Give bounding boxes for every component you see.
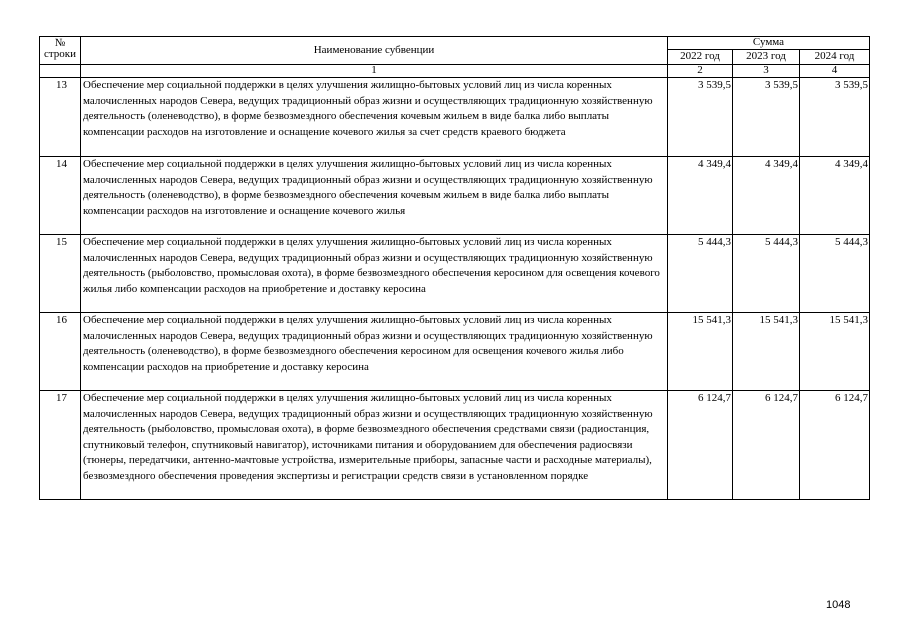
- row-number: 17: [40, 391, 81, 500]
- amount-2024: 4 349,4: [800, 157, 870, 235]
- row-number-header: [40, 37, 81, 65]
- column-number-2: 2: [668, 65, 733, 78]
- subventions-table: [39, 36, 870, 500]
- amount-2024: 5 444,3: [800, 235, 870, 313]
- amount-2023: 3 539,5: [733, 78, 800, 157]
- subvention-name: Обеспечение мер социальной поддержки в целях улучшения жилищно-бытовых условий лиц из числа коренных малочисленных народов Севера, ведущих традиционный образ жизни и осуществляющих традиционную хозяйственную деятельность (оленеводство), в форме безвозмездного обеспечения керосином для освещения кочевого жилья либо компенсации расходов на приобретение и доставку керосина: [81, 313, 668, 391]
- amount-2023: 15 541,3: [733, 313, 800, 391]
- name-header: Наименование субвенции: [81, 37, 668, 65]
- amount-2022: 6 124,7: [668, 391, 733, 500]
- column-number-4: 4: [800, 65, 870, 78]
- subvention-name: Обеспечение мер социальной поддержки в целях улучшения жилищно-бытовых условий лиц из числа коренных малочисленных народов Севера, ведущих традиционный образ жизни и осуществляющих традиционную хозяйственную деятельность (оленеводство), в форме безвозмездного обеспечения кочевым жильем в виде балка либо выплаты компенсации расходов на изготовление и оснащение кочевого жилья: [81, 157, 668, 235]
- year-header-2022: 2022 год: [668, 50, 733, 65]
- column-number-3: 3: [733, 65, 800, 78]
- row-number-header-line2: строки: [43, 48, 77, 60]
- amount-2023: 5 444,3: [733, 235, 800, 313]
- row-number: 15: [40, 235, 81, 313]
- subvention-name: Обеспечение мер социальной поддержки в целях улучшения жилищно-бытовых условий лиц из числа коренных малочисленных народов Севера, ведущих традиционный образ жизни и осуществляющих традиционную хозяйственную деятельность (оленеводство), в форме безвозмездного обеспечения кочевым жильем в виде балка либо выплаты компенсации расходов на изготовление и оснащение кочевого жилья за счет средств краевого бюджета: [81, 78, 668, 157]
- table-row: [40, 157, 870, 235]
- table-row: [40, 78, 870, 157]
- table-row: [40, 391, 870, 500]
- column-number-1: 1: [81, 65, 668, 78]
- row-number: 14: [40, 157, 81, 235]
- row-number: 16: [40, 313, 81, 391]
- row-number: 13: [40, 78, 81, 157]
- sum-header: Сумма: [668, 37, 870, 50]
- amount-2022: 4 349,4: [668, 157, 733, 235]
- subvention-name: Обеспечение мер социальной поддержки в целях улучшения жилищно-бытовых условий лиц из числа коренных малочисленных народов Севера, ведущих традиционный образ жизни и осуществляющих традиционную хозяйственную деятельность (рыболовство, промысловая охота), в форме безвозмездного обеспечения керосином для освещения кочевого жилья либо компенсации расходов на приобретение и доставку керосина: [81, 235, 668, 313]
- amount-2022: 15 541,3: [668, 313, 733, 391]
- amount-2022: 5 444,3: [668, 235, 733, 313]
- subvention-name: Обеспечение мер социальной поддержки в целях улучшения жилищно-бытовых условий лиц из числа коренных малочисленных народов Севера, ведущих традиционный образ жизни и осуществляющих традиционную хозяйственную деятельность (рыболовство, промысловая охота), в форме безвозмездного обеспечения средствами связи (радиостанция, спутниковый телефон, спутниковый навигатор), источниками питания и оборудованием для обеспечения радиосвязи (тюнеры, передатчики, антенно-мачтовые устройства, измерительные приборы, запасные части и расходные материалы), безвозмездного обеспечения проведения экспертизы и регистрации средств связи в установленном порядке: [81, 391, 668, 500]
- amount-2024: 6 124,7: [800, 391, 870, 500]
- amount-2023: 4 349,4: [733, 157, 800, 235]
- amount-2024: 15 541,3: [800, 313, 870, 391]
- year-header-2024: 2024 год: [800, 50, 870, 65]
- amount-2022: 3 539,5: [668, 78, 733, 157]
- table-row: [40, 235, 870, 313]
- year-header-2023: 2023 год: [733, 50, 800, 65]
- amount-2024: 3 539,5: [800, 78, 870, 157]
- page-number: 1048: [826, 599, 851, 611]
- amount-2023: 6 124,7: [733, 391, 800, 500]
- column-number-0: [40, 65, 81, 78]
- table-row: [40, 313, 870, 391]
- row-number-header-line1: №: [54, 37, 66, 49]
